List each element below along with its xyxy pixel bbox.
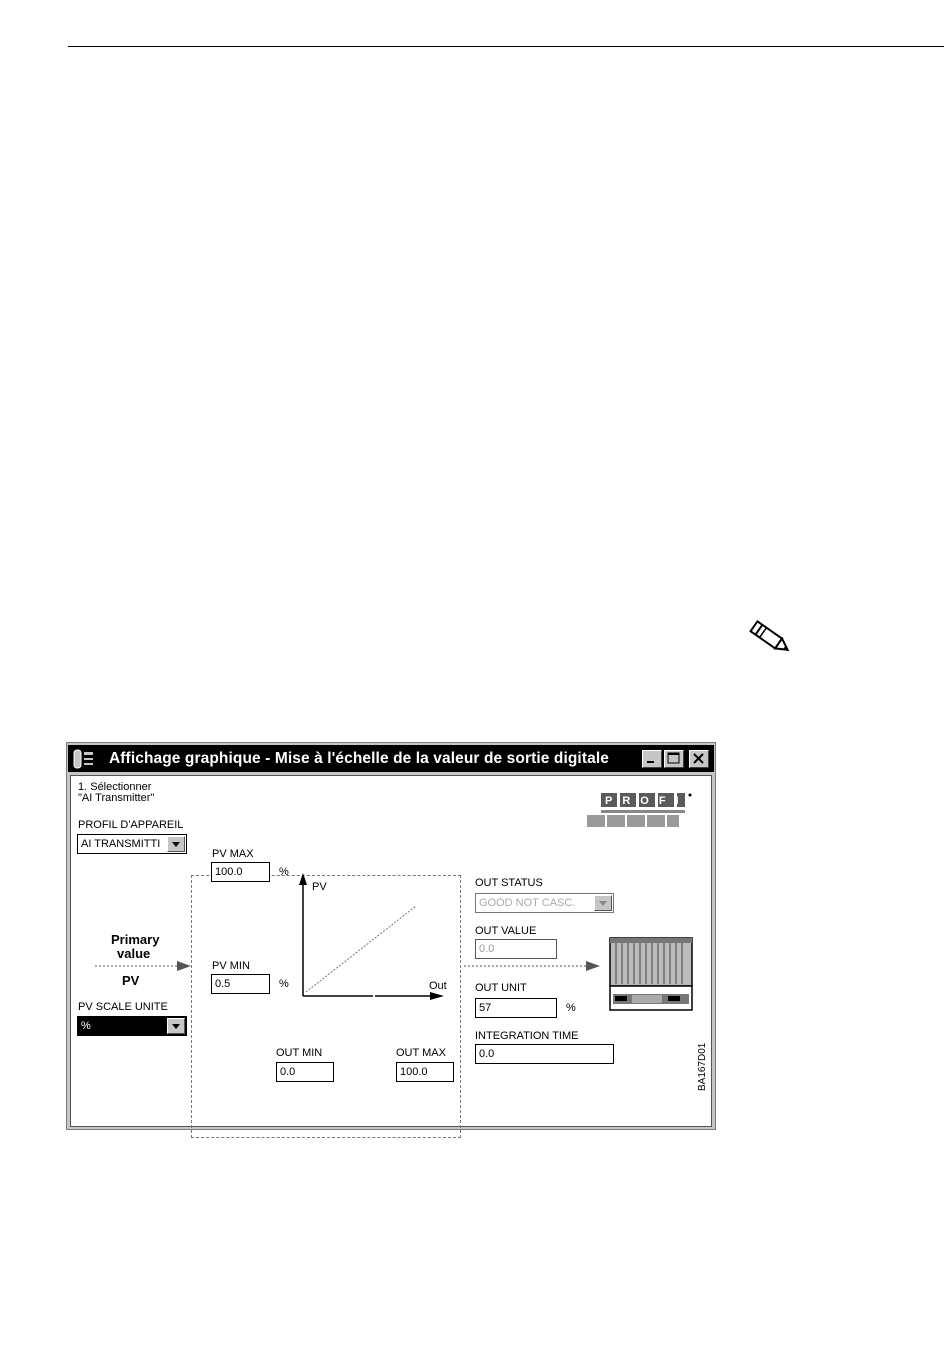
out-value-field: 0.0 xyxy=(475,939,557,959)
chevron-down-icon[interactable] xyxy=(167,1018,185,1034)
pv-max-label: PV MAX xyxy=(212,848,254,860)
pv-input-arrow xyxy=(95,960,195,972)
close-icon xyxy=(690,751,708,767)
primary-value-line-2: value xyxy=(117,946,151,961)
pv-scale-label: PV SCALE UNITE xyxy=(78,1001,168,1013)
plc-device-icon xyxy=(604,936,696,1014)
integration-time-input[interactable]: 0.0 xyxy=(475,1044,614,1064)
out-unit-input[interactable]: 57 xyxy=(475,998,557,1018)
out-unit-unit: % xyxy=(566,1002,576,1014)
pv-min-unit: % xyxy=(279,978,289,990)
chevron-down-icon[interactable] xyxy=(167,836,185,852)
integration-time-label: INTEGRATION TIME xyxy=(475,1030,579,1042)
pencil-icon xyxy=(744,617,794,659)
pv-max-unit: % xyxy=(279,866,289,878)
minimize-button[interactable] xyxy=(642,750,662,768)
out-status-label: OUT STATUS xyxy=(475,877,543,889)
chevron-down-icon[interactable] xyxy=(594,895,612,911)
primary-value-abbr: PV xyxy=(122,973,140,988)
instruction-line-1: 1. Sélectionner xyxy=(78,781,152,793)
pv-max-input[interactable]: 100.0 xyxy=(211,862,270,882)
pv-min-input[interactable]: 0.5 xyxy=(211,974,270,994)
out-min-label: OUT MIN xyxy=(276,1047,323,1059)
graphic-display-window xyxy=(66,742,716,1130)
graph-x-label: Out xyxy=(429,980,447,992)
title-bar[interactable] xyxy=(68,745,714,772)
out-max-input[interactable]: 100.0 xyxy=(396,1062,454,1082)
instruction-line-2: "AI Transmitter" xyxy=(78,792,155,804)
profile-label: PROFIL D'APPAREIL xyxy=(78,819,184,831)
minimize-icon xyxy=(643,751,661,767)
out-unit-label: OUT UNIT xyxy=(475,982,527,994)
out-max-label: OUT MAX xyxy=(396,1047,446,1059)
out-value-label: OUT VALUE xyxy=(475,925,537,937)
profile-dropdown[interactable] xyxy=(77,834,187,854)
top-rule xyxy=(68,46,944,47)
document-code: BA167D01 xyxy=(697,1042,708,1091)
pv-scale-dropdown[interactable] xyxy=(77,1016,187,1036)
graph-y-label: PV xyxy=(312,881,327,893)
pv-min-label: PV MIN xyxy=(212,960,250,972)
out-status-value: GOOD NOT CASC. xyxy=(479,897,576,909)
maximize-button[interactable] xyxy=(664,750,684,768)
close-button[interactable] xyxy=(689,750,709,768)
profile-value: AI TRANSMITTI xyxy=(81,838,161,850)
primary-value-line-1: Primary xyxy=(111,932,160,947)
out-min-input[interactable]: 0.0 xyxy=(276,1062,334,1082)
out-status-dropdown[interactable] xyxy=(475,893,614,913)
pv-scale-value: % xyxy=(81,1020,91,1032)
window-title: Affichage graphique - Mise à l'échelle de la valeur de sortie digitale xyxy=(109,750,609,767)
out-output-arrow xyxy=(464,960,614,972)
app-icon xyxy=(73,748,95,770)
logo-text: PROFI xyxy=(605,795,689,807)
maximize-icon xyxy=(665,751,683,767)
client-area xyxy=(70,775,712,1127)
profibus-logo xyxy=(587,791,695,833)
